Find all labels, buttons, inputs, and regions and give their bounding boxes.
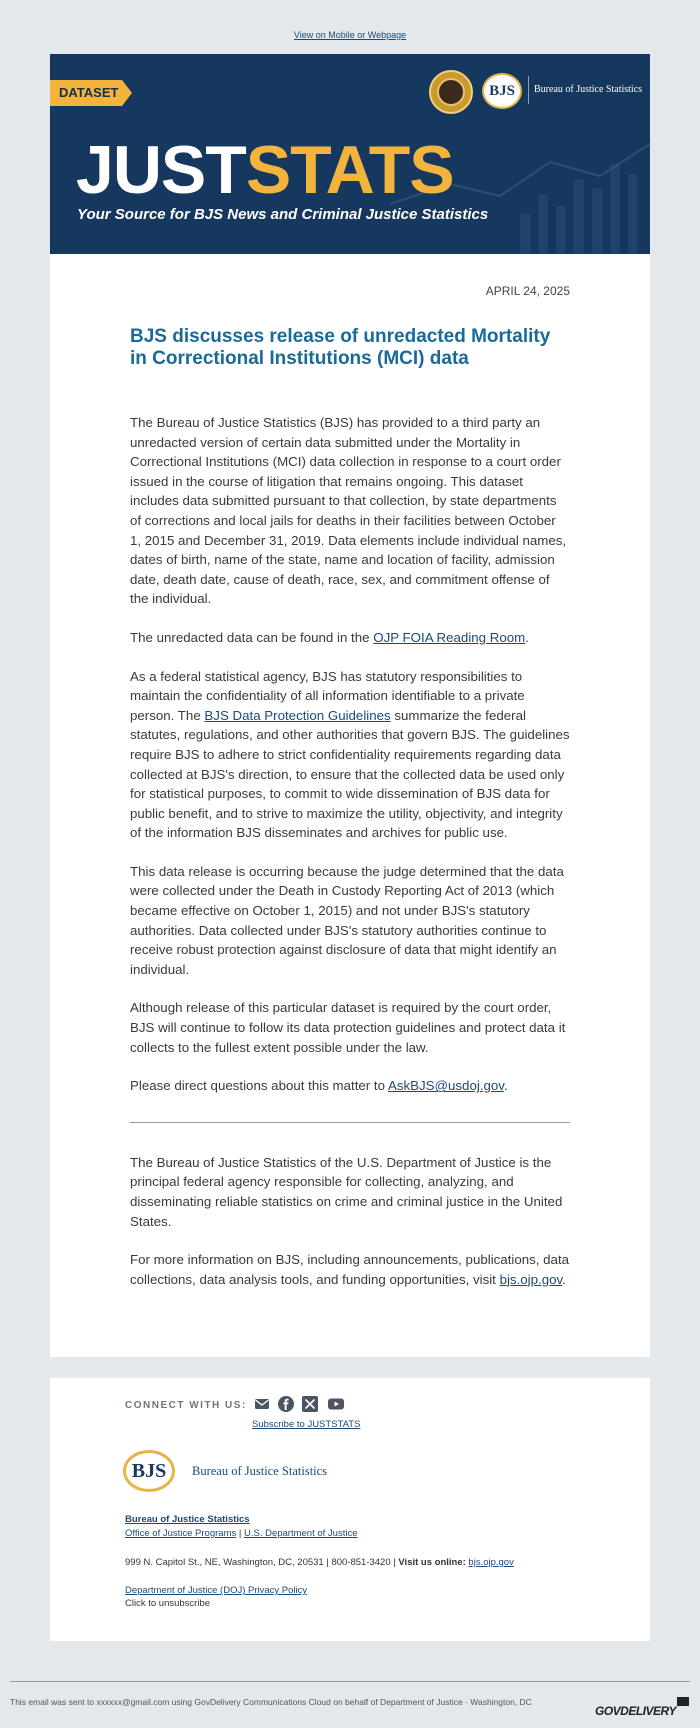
askbjs-email-link[interactable]: AskBJS@usdoj.gov [387,1078,504,1094]
sender-note: This email was sent to xxxxxx@gmail.com using GovDelivery Communications Cloud on behalf of Department of Justice · Washington, DC [10,1697,532,1707]
article-title: BJS discusses release of unredacted Mortality in Correctional Institutions (MCI) data [130,326,551,369]
view-online-link[interactable]: View on Mobile or Webpage [293,30,407,40]
unsubscribe-link[interactable]: Click to unsubscribe [125,1598,211,1609]
paragraph-dicra: This data release is occurring because the judge determined that the data were collected under the Death in Custody Reporting Act of 2013 (which became effective on October 1, 2015) and not under BJS's statutory authorities. Data collected under BJS's statutory authorities continue to receive robust protection against disclosure of data that might identify an individual. [130,863,564,977]
data-protection-guidelines-link[interactable]: BJS Data Protection Guidelines [204,707,391,723]
bjs-footer-logo-icon: BJS [123,1450,175,1492]
dataset-tag: DATASET [50,80,122,106]
paragraph-court-order: Although release of this particular dataset is required by the court order, BJS will continue to follow its data protection guidelines and protect data it collects to the fullest extent possible under the law. [130,1000,566,1055]
juststats-wordmark [76,132,454,208]
footer-address: 999 N. Capitol St., NE, Washington, DC, 20531 | 800-851-3420 | Visit us online: bjs.ojp.gov [125,1557,514,1568]
x-icon[interactable] [301,1395,319,1413]
banner-org-name: Bureau of Justice Statistics [534,84,643,95]
wordmark-stats: STATS [245,132,454,208]
connect-label: CONNECT WITH US: [125,1400,247,1411]
doj-seal-icon [429,70,473,114]
article-body [130,413,570,1308]
email-icon[interactable] [253,1395,271,1413]
wordmark-just: JUST [76,132,246,208]
footer-logo-text: Bureau of Justice Statistics [192,1464,328,1478]
bjs-logo-icon: BJS [482,73,522,109]
paragraph-mci-release: The Bureau of Justice Statistics (BJS) has provided to a third party an unredacted version of certain data submitted under the Mortality in Correctional Institutions (MCI) data collection in response to a court order issued in the course of litigation that remains ongoing. This dataset includes data submitted pursuant to that collection, by state departments of corrections and local jails for deaths in their facilities between October 1, 2015 and December 31, 2019. Data elements include individual names, dates of birth, name of the state, name and location of facility, admission date, death date, cause of death, race, sex, and commitment offense of the individual. [130,415,567,607]
juststats-banner [50,54,650,254]
facebook-icon[interactable] [277,1395,295,1413]
article-content [50,254,650,1357]
view-online-bar [0,30,700,40]
paragraph-reading-room: The unredacted data can be found in the OJP FOIA Reading Room. [130,629,529,645]
section-divider [130,1122,570,1123]
paragraph-data-protection: As a federal statistical agency, BJS has statutory responsibilities to maintain the confidentiality of all information identifiable to a private person. The BJS Data Protection Guidelines summarize the federal statutes, regulations, and other authorities that govern BJS. The guidelines require BJS to adhere to strict confidentiality requirements regarding data collected at BJS's direction, to ensure that the collected data be used only for statistical purposes, to commit to wide dissemination of BJS data for public benefit, and to strive to maximize the utility, objectivity, and integrity of the information BJS disseminates and archives for public use. [130,668,570,841]
doj-link[interactable]: U.S. Department of Justice [243,1528,358,1539]
youtube-icon[interactable] [325,1395,347,1413]
privacy-policy-link[interactable]: Department of Justice (DOJ) Privacy Policy [125,1585,308,1596]
paragraph-more-info: For more information on BJS, including announcements, publications, data collections, data analysis tools, and funding opportunities, visit bjs.ojp.gov. [130,1252,570,1287]
paragraph-contact: Please direct questions about this matter to AskBJS@usdoj.gov. [130,1078,508,1094]
govdelivery-mark-icon [677,1697,689,1706]
banner-divider [528,76,529,104]
footer-bjs-link[interactable]: Bureau of Justice Statistics [125,1514,250,1525]
foia-reading-room-link[interactable]: OJP FOIA Reading Room [373,629,526,645]
bottom-divider [10,1681,690,1682]
footer-links: Office of Justice Programs | U.S. Department of Justice [125,1528,358,1539]
subscribe-link[interactable]: Subscribe to JUSTSTATS [252,1419,361,1430]
banner-tagline: Your Source for BJS News and Criminal Justice Statistics [77,206,489,223]
footer-visit-link[interactable]: bjs.ojp.gov [468,1557,514,1568]
social-icons [253,1395,347,1413]
bjs-website-link[interactable]: bjs.ojp.gov [499,1271,563,1287]
paragraph-about-bjs: The Bureau of Justice Statistics of the U.S. Department of Justice is the principal federal agency responsible for collecting, analyzing, and disseminating reliable statistics on crime and criminal justice in the United States. [130,1154,563,1229]
article-date: APRIL 24, 2025 [485,284,570,298]
govdelivery-logo: GOVDELIVERY [595,1704,676,1718]
email-footer [50,1378,650,1641]
ojp-link[interactable]: Office of Justice Programs [125,1528,237,1539]
